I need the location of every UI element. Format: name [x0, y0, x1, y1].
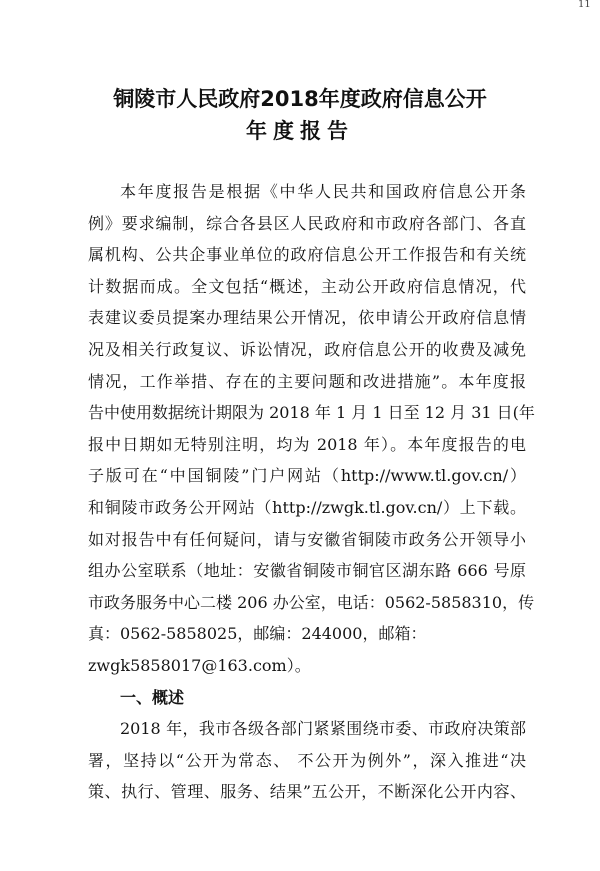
- paragraph-line: 属机构、公共企事业单位的政府信息公开工作报告和有关统: [88, 245, 526, 265]
- paragraph-line: 计数据而成。全文包括“概述，主动公开政府信息情况，代: [88, 276, 526, 296]
- paragraph-line: 告中使用数据统计期限为 2018 年 1 月 1 日至 12 月 31 日(年: [88, 403, 535, 423]
- paragraph-line: 本年度报告是根据《中华人民共和国政府信息公开条: [120, 182, 526, 201]
- page-corner-mark: 11: [578, 0, 591, 10]
- report-title: 铜陵市人民政府2018年度政府信息公开: [113, 87, 487, 111]
- section-paragraph-line: 2018 年，我市各级各部门紧紧围绕市委、市政府决策部: [120, 719, 526, 739]
- section-paragraph-line: 策、执行、管理、服务、结果”五公开，不断深化公开内容、: [88, 782, 526, 802]
- paragraph-line: 表建议委员提案办理结果公开情况，依申请公开政府信息情: [88, 308, 526, 328]
- section-paragraph-line: 署，坚持以“公开为常态、 不公开为例外”，深入推进“决: [88, 750, 526, 770]
- paragraph-line: 真：0562-5858025，邮编：244000，邮箱：: [88, 624, 427, 644]
- paragraph-line: 情况，工作举措、存在的主要问题和改进措施”。本年度报: [88, 371, 526, 391]
- paragraph-line: 况及相关行政复议、诉讼情况，政府信息公开的收费及减免: [88, 339, 526, 359]
- section-heading: 一、概述: [120, 687, 185, 707]
- paragraph-line: 报中日期如无特别注明，均为 2018 年）。本年度报告的电: [88, 434, 526, 454]
- paragraph-line: 市政务服务中心二楼 206 办公室，电话：0562-5858310，传: [88, 592, 535, 612]
- paragraph-line: zwgk5858017@163.com）。: [88, 655, 311, 675]
- report-body: [88, 176, 535, 808]
- paragraph-line: 子版可在“中国铜陵”门户网站（http://www.tl.gov.cn/）: [88, 466, 526, 486]
- report-title-line2: 年度报告: [246, 119, 354, 143]
- paragraph-line: 组办公室联系（地址：安徽省铜陵市铜官区湖东路 666 号原: [88, 561, 526, 581]
- paragraph-line: 和铜陵市政务公开网站（http://zwgk.tl.gov.cn/）上下载。: [88, 497, 526, 517]
- paragraph-line: 如对报告中有任何疑问，请与安徽省铜陵市政务公开领导小: [88, 529, 526, 549]
- paragraph-line: 例》要求编制，综合各县区人民政府和市政府各部门、各直: [88, 213, 526, 233]
